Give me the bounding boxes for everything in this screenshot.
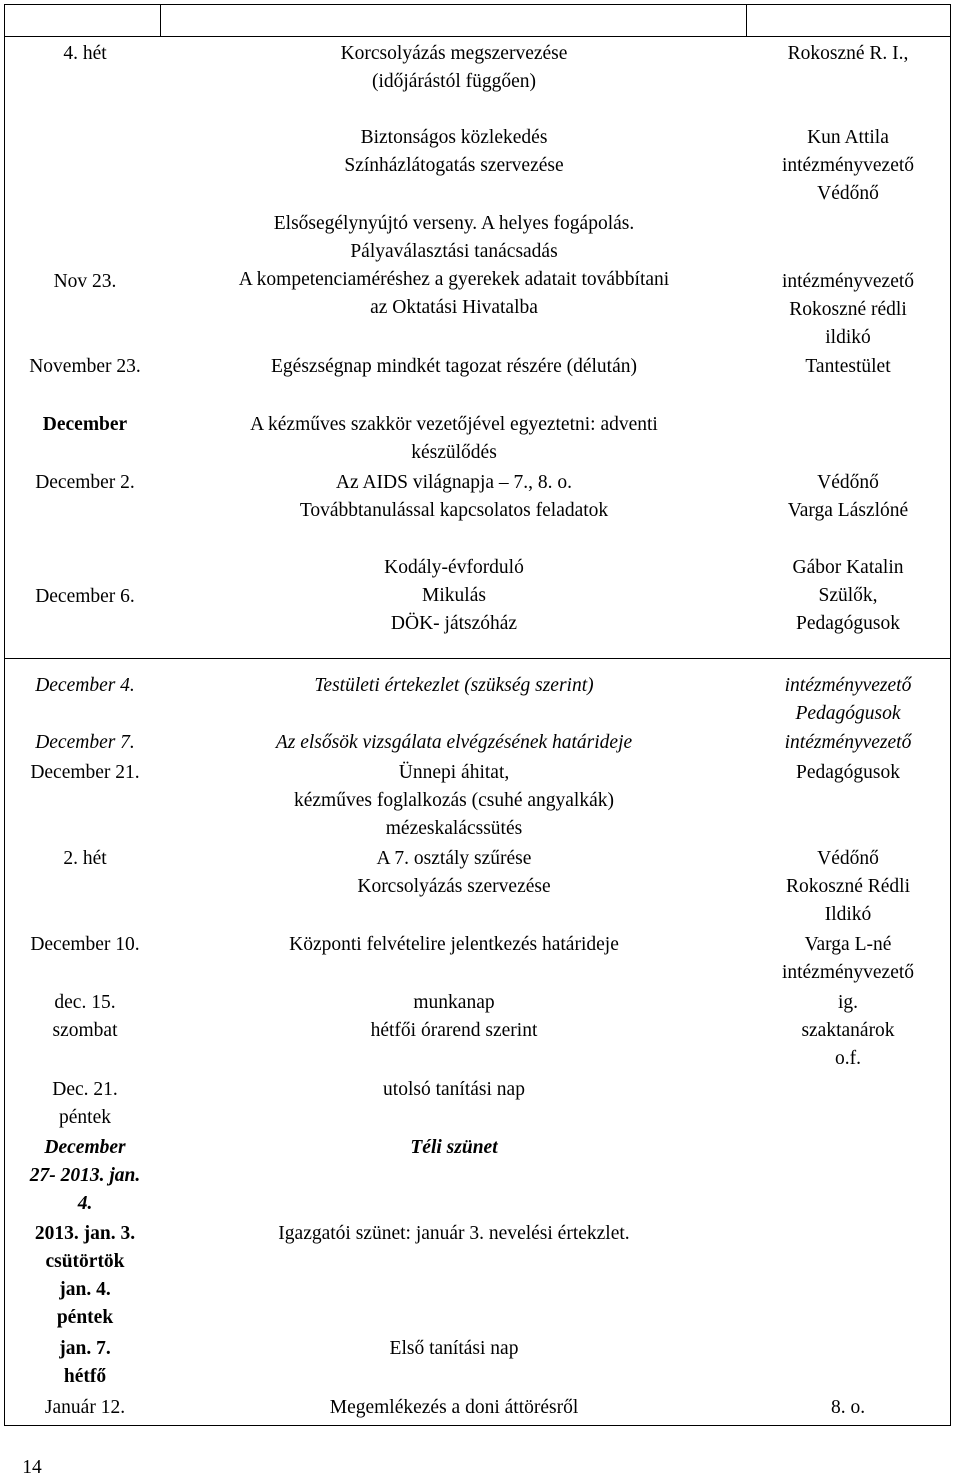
event-line: mézeskalácssütés <box>385 818 523 839</box>
row-responsible: Pedagógusok <box>796 762 900 783</box>
event-line: készülődés <box>411 442 497 463</box>
row-responsible <box>748 554 948 638</box>
row-date <box>10 1076 160 1132</box>
date-line: péntek <box>56 1307 114 1328</box>
row-event <box>162 554 746 638</box>
row-responsible <box>748 989 948 1073</box>
responsible-line: Ildikó <box>824 904 872 925</box>
event-line: hétfői órarend szerint <box>370 1020 538 1041</box>
row-responsible: Rokoszné R. I., <box>787 43 909 64</box>
event-line: A kézműves szakkör vezetőjével egyeztetni: adventi <box>250 414 658 435</box>
date-line: 27- 2013. jan. <box>29 1165 141 1186</box>
row-event <box>162 210 746 322</box>
date-line: csütörtök <box>45 1251 125 1272</box>
event-line: Korcsolyázás megszervezése <box>340 43 568 64</box>
row-date: Január 12. <box>44 1397 126 1418</box>
date-line: jan. 7. <box>59 1338 111 1359</box>
date-line: péntek <box>59 1107 111 1128</box>
row-date: Nov 23. <box>53 271 117 292</box>
responsible-line: Kun Attila <box>807 127 889 148</box>
row-responsible <box>748 124 948 208</box>
event-line: az Oktatási Hivatalba <box>370 297 538 318</box>
responsible-line: Pedagógusok <box>796 613 900 634</box>
row-date: 4. hét <box>63 43 107 64</box>
responsible-line: intézményvezető <box>784 675 912 696</box>
event-line: (időjárástól függően) <box>371 71 537 92</box>
row-responsible <box>748 845 948 929</box>
event-line: Ünnepi áhitat, <box>398 762 510 783</box>
row-date <box>10 1335 160 1391</box>
event-line: kézműves foglalkozás (csuhé angyalkák) <box>294 790 614 811</box>
responsible-line: Varga L-né <box>804 934 892 955</box>
responsible-line: Védőnő <box>817 472 879 493</box>
event-line: Pályaválasztási tanácsadás <box>350 241 558 262</box>
row-date: December 21. <box>30 762 140 783</box>
row-event: Megemlékezés a doni áttörésről <box>329 1397 579 1418</box>
page-number: 14 <box>22 1457 42 1478</box>
event-line: A kompetenciaméréshez a gyerekek adatait továbbítani <box>238 269 670 290</box>
row-event: Téli szünet <box>410 1137 498 1158</box>
date-line: jan. 4. <box>59 1279 111 1300</box>
row-date: December 6. <box>35 586 135 607</box>
row-responsible: Tantestület <box>805 356 891 377</box>
column-divider <box>160 4 161 37</box>
date-line: Dec. 21. <box>52 1079 118 1100</box>
month-heading: December <box>42 414 128 435</box>
responsible-line: Szülők, <box>818 585 878 606</box>
row-event <box>162 411 746 467</box>
row-date <box>10 989 160 1045</box>
row-event: Egészségnap mindkét tagozat részére (délután) <box>271 356 637 377</box>
row-event: Központi felvételire jelentkezés határideje <box>289 934 619 955</box>
section-rule <box>4 658 951 659</box>
row-event: Igazgatói szünet: január 3. nevelési értekzlet. <box>278 1223 630 1244</box>
responsible-line: ig. <box>837 992 859 1013</box>
row-event <box>162 759 746 843</box>
date-line: dec. 15. <box>54 992 116 1013</box>
row-event: Testületi értekezlet (szükség szerint) <box>314 675 594 696</box>
row-event: utolsó tanítási nap <box>383 1079 525 1100</box>
responsible-line: Rokoszné Rédli <box>785 876 911 897</box>
row-responsible <box>748 268 948 352</box>
responsible-line: Védőnő <box>817 848 879 869</box>
responsible-line: o.f. <box>835 1048 861 1069</box>
row-date <box>10 1220 160 1332</box>
row-date <box>10 1134 160 1218</box>
event-line: munkanap <box>413 992 495 1013</box>
row-event <box>162 124 746 180</box>
row-event <box>162 469 746 525</box>
event-line: Biztonságos közlekedés <box>360 127 548 148</box>
row-date: December 10. <box>30 934 140 955</box>
row-responsible <box>748 931 948 987</box>
responsible-line: intézményvezető <box>781 271 915 292</box>
row-date: November 23. <box>29 356 141 377</box>
row-responsible <box>748 672 948 728</box>
date-line: 2013. jan. 3. <box>34 1223 136 1244</box>
event-line: Korcsolyázás szervezése <box>357 876 551 897</box>
responsible-line: Rokoszné rédli <box>789 299 907 320</box>
row-event: Az elsősök vizsgálata elvégzésének határideje <box>275 732 633 753</box>
responsible-line: szaktanárok <box>801 1020 895 1041</box>
row-responsible: 8. o. <box>830 1397 866 1418</box>
responsible-line: intézményvezető <box>781 962 915 983</box>
event-line: DÖK- játszóház <box>390 613 518 634</box>
event-line: Elsősegélynyújtó verseny. A helyes fogápolás. <box>273 213 635 234</box>
event-line: Színházlátogatás szervezése <box>344 155 564 176</box>
responsible-line: Védőnő <box>817 183 879 204</box>
responsible-line: Pedagógusok <box>795 703 901 724</box>
event-line: Mikulás <box>422 585 486 606</box>
responsible-line: Varga Lászlóné <box>787 500 909 521</box>
date-line: 4. <box>77 1193 93 1214</box>
row-date: December 4. <box>35 675 135 696</box>
row-event <box>162 40 746 96</box>
row-date: December 7. <box>35 732 135 753</box>
column-divider <box>746 4 747 37</box>
event-line: Továbbtanulással kapcsolatos feladatok <box>299 500 609 521</box>
row-event <box>162 845 746 901</box>
event-line: Kodály-évforduló <box>384 557 524 578</box>
row-responsible <box>748 469 948 525</box>
date-line: szombat <box>52 1020 118 1041</box>
date-line: hétfő <box>63 1366 107 1387</box>
event-line: A 7. osztály szűrése <box>376 848 532 869</box>
row-date: 2. hét <box>63 848 107 869</box>
header-rule <box>4 36 951 37</box>
event-line: Az AIDS világnapja – 7., 8. o. <box>335 472 573 493</box>
responsible-line: Gábor Katalin <box>792 557 904 578</box>
row-event <box>162 989 746 1045</box>
responsible-line: ildikó <box>825 327 871 348</box>
date-line: December <box>44 1137 126 1158</box>
row-event: Első tanítási nap <box>389 1338 519 1359</box>
responsible-line: intézményvezető <box>781 155 915 176</box>
row-responsible: intézményvezető <box>784 732 912 753</box>
row-date: December 2. <box>35 472 135 493</box>
